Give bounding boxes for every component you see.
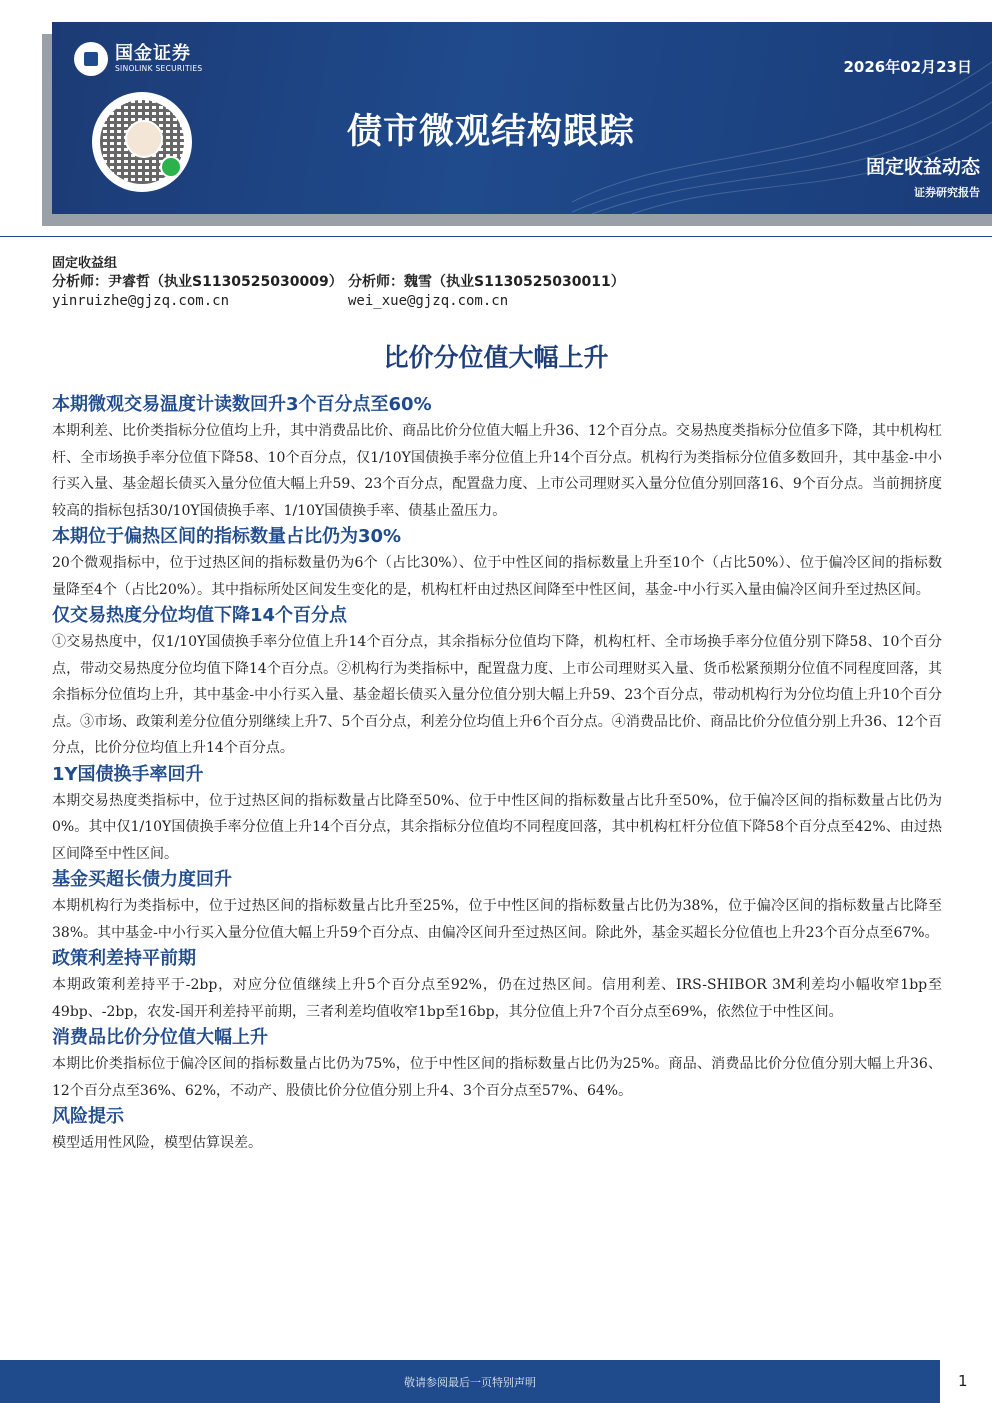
research-group: 固定收益组 [52, 256, 118, 271]
section-heading: 本期微观交易温度计读数回升3个百分点至60% [52, 394, 432, 415]
mini-program-badge-icon [160, 156, 182, 178]
section-body: 模型适用性风险，模型估算误差。 [52, 1135, 262, 1151]
company-logo [74, 42, 202, 76]
main-title: 比价分位值大幅上升 [383, 343, 609, 372]
section-body: 本期政策利差持平于-2bp，对应分位值继续上升5个百分点至92%，仍在过热区间。信用利差、IRS-SHIBOR 3M利差均小幅收窄1bp至49bp、-2bp，农发-国开利差持平前期，三者利差均值收窄1bp至16bp，其分位值上升7个百分点至69%，依然位于中性区间。 [52, 977, 942, 1020]
section-body: 20个微观指标中，位于过热区间的指标数量仍为6个（占比30%）、位于中性区间的指标数量上升至10个（占比50%）、位于偏冷区间的指标数量降至4个（占比20%）。其中指标所处区间发生变化的是，机构杠杆由过热区间降至中性区间，基金-中小行买入量由偏冷区间升至过热区间。 [52, 555, 942, 598]
section-body: 本期比价类指标位于偏冷区间的指标数量占比仍为75%，位于中性区间的指标数量占比仍为25%。商品、消费品比价分位值分别大幅上升36、12个百分点至36%、62%，不动产、股债比价分位值分别上升4、3个百分点至57%、64%。 [52, 1056, 942, 1099]
page-number: 1 [958, 1372, 968, 1390]
section-heading: 基金买超长债力度回升 [52, 869, 232, 890]
section-heading: 政策利差持平前期 [52, 948, 196, 969]
section-heading: 风险提示 [52, 1106, 124, 1127]
report-category: 证券研究报告 [914, 186, 980, 199]
report-title: 债市微观结构跟踪 [347, 112, 636, 152]
section-body: 本期交易热度类指标中，位于过热区间的指标数量占比降至50%、位于中性区间的指标数量占比升至50%，位于偏冷区间的指标数量占比仍为0%。其中仅1/10Y国债换手率分位值上升14个百分点，其余指标分位值均不同程度回落，其中机构杠杆分位值下降58个百分点至42%、由过热区间降至中性区间。 [52, 792, 942, 862]
section-heading: 仅交易热度分位均值下降14个百分点 [52, 605, 348, 626]
header-banner [52, 22, 992, 214]
section-heading: 本期位于偏热区间的指标数量占比仍为30% [52, 526, 402, 547]
logo-name-en: SINOLINK SECURITIES [115, 64, 203, 73]
section-heading: 消费品比价分位值大幅上升 [52, 1027, 268, 1048]
report-type: 固定收益动态 [865, 156, 980, 178]
analyst-1: 分析师：尹睿哲（执业S1130525030009） [52, 274, 343, 290]
footer-disclaimer: 敬请参阅最后一页特别声明 [404, 1376, 536, 1389]
qr-center-logo [125, 120, 163, 158]
logo-name-cn: 国金证券 [115, 43, 191, 64]
logo-icon [74, 42, 108, 76]
analyst-1-email[interactable]: yinruizhe@gjzq.com.cn [52, 293, 230, 309]
section-body: ①交易热度中，仅1/10Y国债换手率分位值上升14个百分点，其余指标分位值均下降，机构杠杆、全市场换手率分位值分别下降58、10个百分点，带动交易热度分位均值下降14个百分点。②机构行为类指标中，配置盘力度、上市公司理财买入量、货币松紧预期分位值不同程度回落，其余指标分位值均上升，其中基金-中小行买入量、基金超长债买入量分位值分别大幅上升59、23个百分点，带动机构行为分位均值上升10个百分点。③市场、政策利差分位值分别继续上升7、5个百分点，利差分位均值上升6个百分点。④消费品比价、商品比价分位值分别上升36、12个百分点，比价分位均值上升14个百分点。 [52, 634, 942, 756]
analyst-2: 分析师：魏雪（执业S1130525030011） [348, 274, 625, 290]
report-body [52, 392, 942, 1157]
section-body: 本期利差、比价类指标分位值均上升，其中消费品比价、商品比价分位值大幅上升36、12个百分点。交易热度类指标分位值多下降，其中机构杠杆、全市场换手率分位值下降58、10个百分点，仅1/10Y国债换手率分位值上升14个百分点。机构行为类指标分位值多数回升，其中基金-中小行买入量、基金超长债买入量分位值大幅上升59、23个百分点，配置盘力度、上市公司理财买入量分位值分别回落16、9个百分点。当前拥挤度较高的指标包括30/10Y国债换手率、1/10Y国债换手率、债基止盈压力。 [52, 423, 942, 519]
mini-program-qr-icon [92, 92, 192, 192]
analyst-2-email[interactable]: wei_xue@gjzq.com.cn [348, 293, 509, 309]
section-body: 本期机构行为类指标中，位于过热区间的指标数量占比升至25%，位于中性区间的指标数量占比仍为38%，位于偏冷区间的指标数量占比降至38%。其中基金-中小行买入量分位值大幅上升59个百分点、由偏冷区间升至过热区间。除此外，基金买超长分位值也上升23个百分点至67%。 [52, 898, 942, 941]
header-divider [0, 236, 992, 237]
section-heading: 1Y国债换手率回升 [52, 763, 204, 785]
report-date: 2026年02月23日 [843, 58, 972, 76]
